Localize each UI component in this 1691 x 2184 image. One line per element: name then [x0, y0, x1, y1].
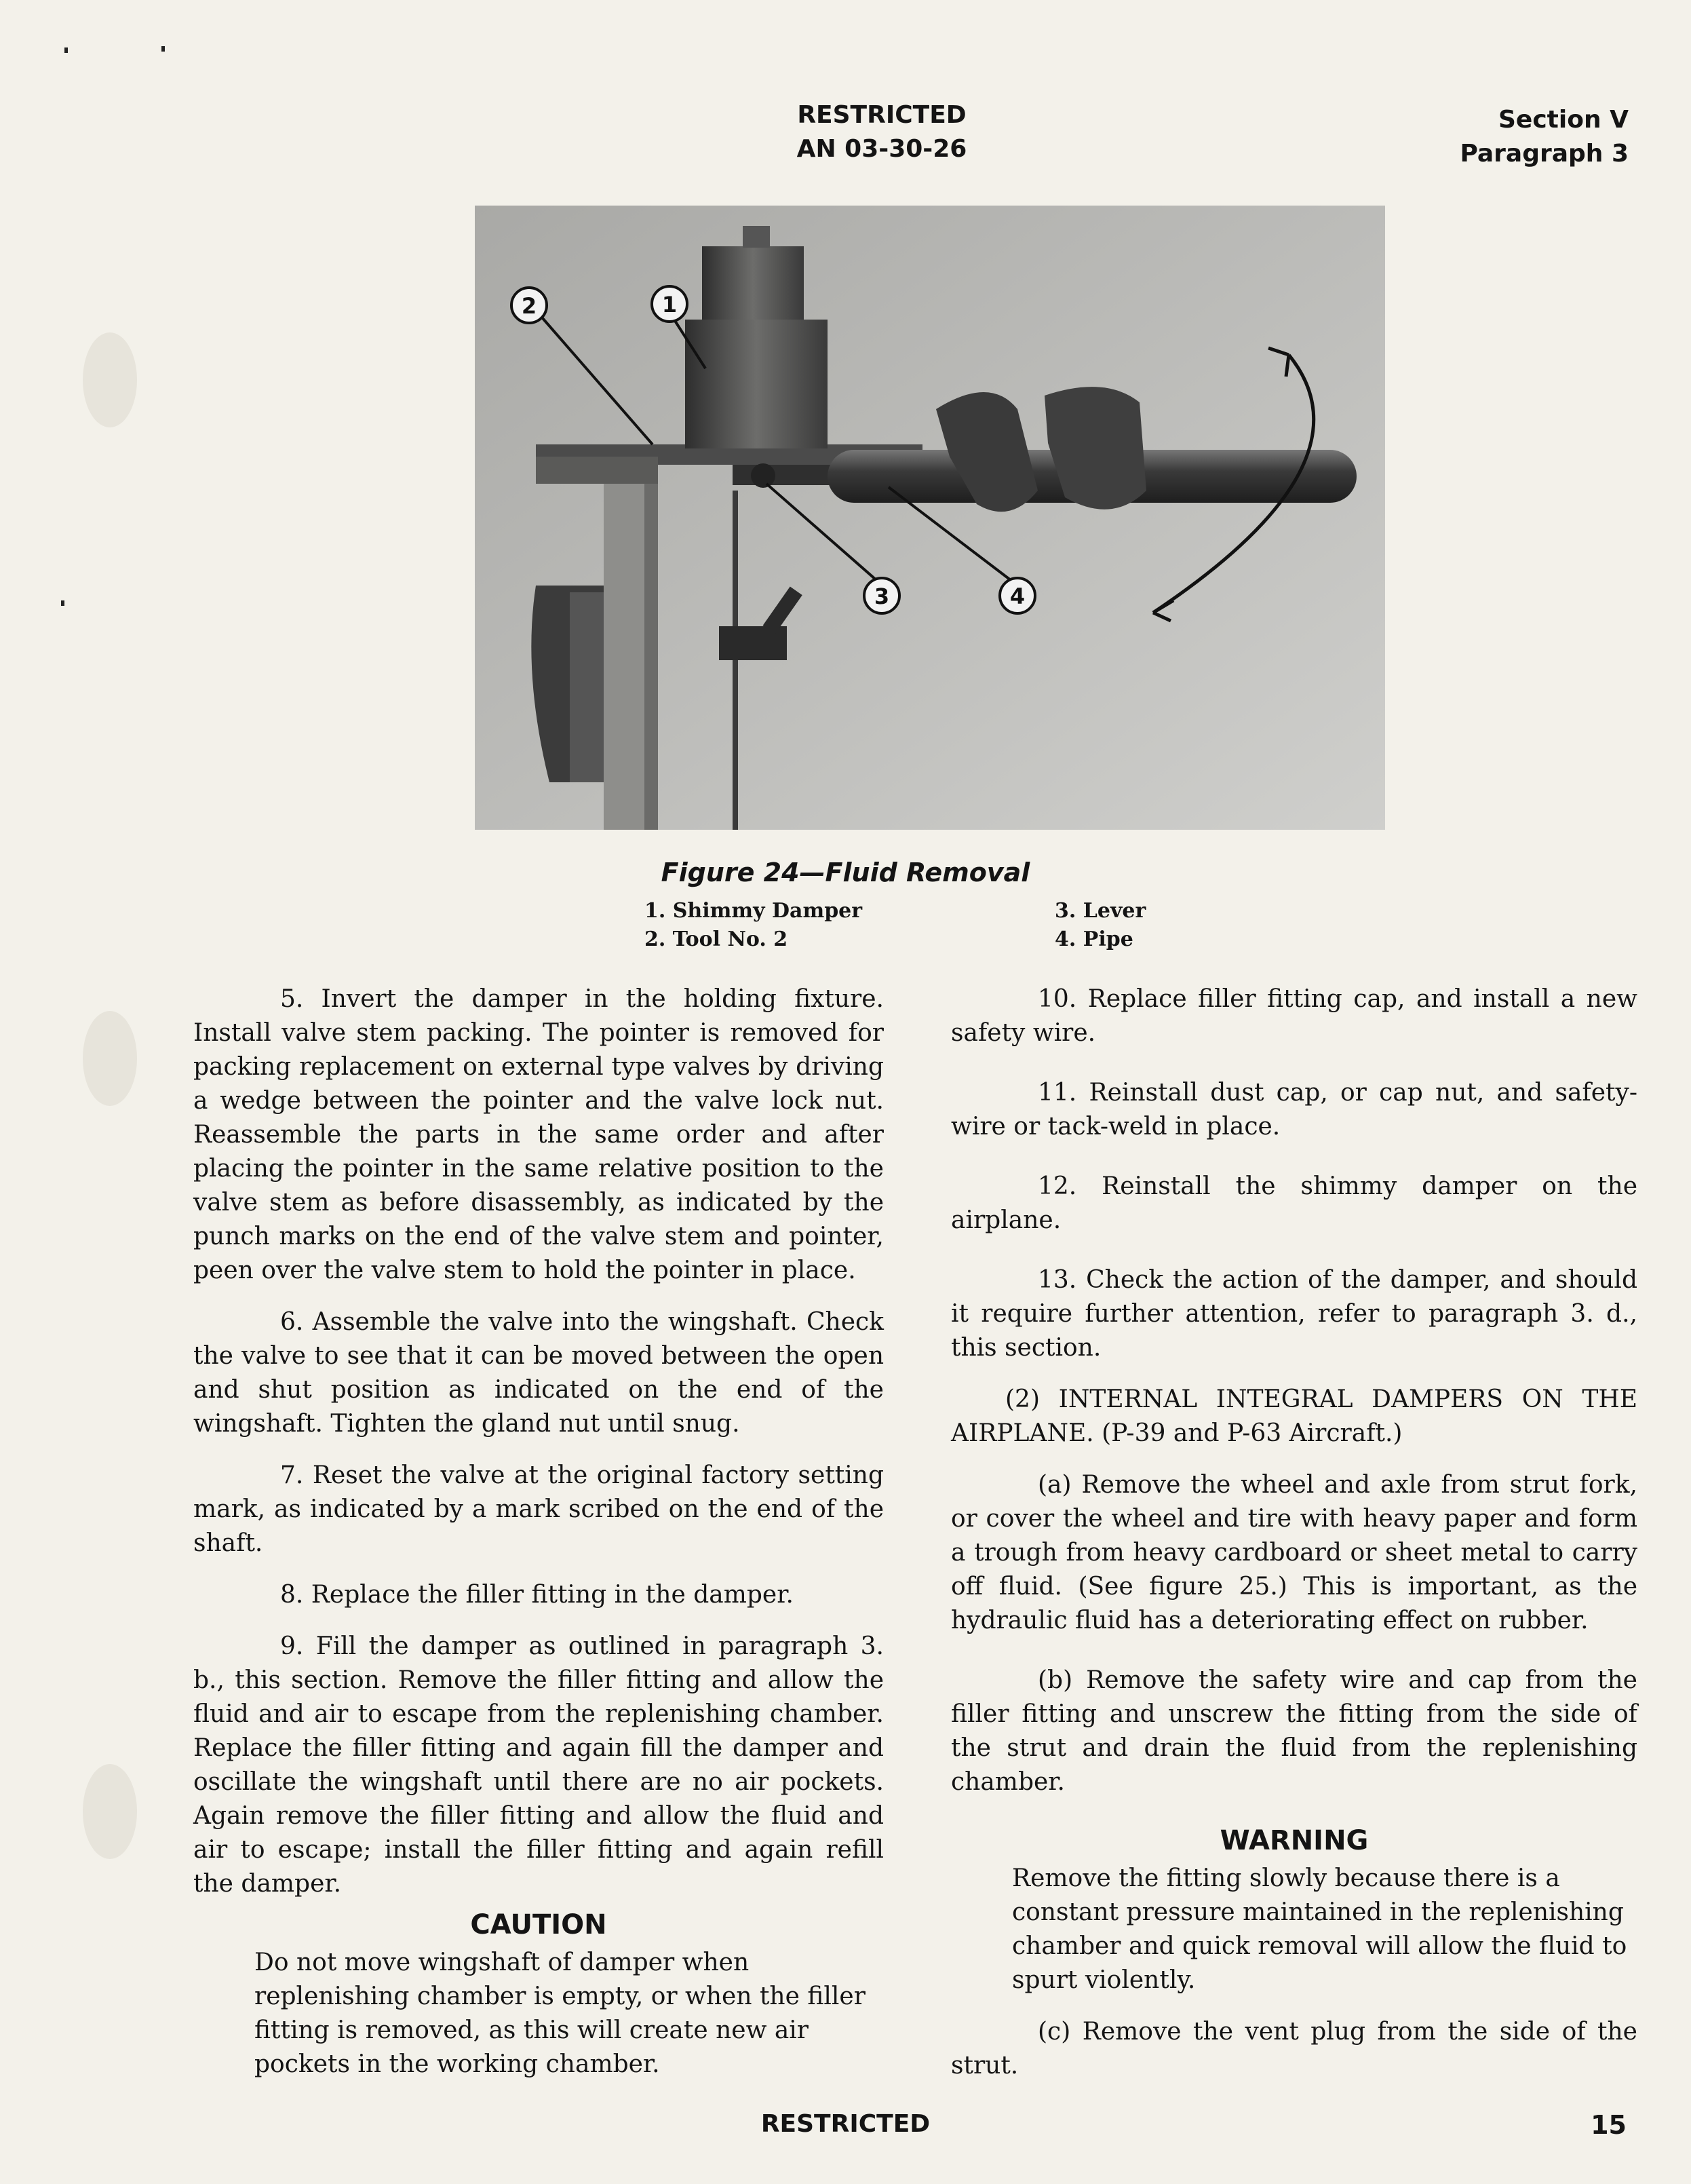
step-b: (b) Remove the safety wire and cap from the filler fitting and unscrew the fitting from the side of the strut and drain the fluid from the replenishing chamber. — [951, 1666, 1637, 1796]
page-number: 15 — [1591, 2110, 1627, 2140]
callout-3 — [864, 578, 899, 613]
step-c: (c) Remove the vent plug from the side of the strut. — [951, 2018, 1637, 2080]
step-7: 7. Reset the valve at the original factory setting mark, as indicated by a mark scribed on the end of the shaft. — [193, 1461, 884, 1557]
footer-classification: RESTRICTED — [760, 2110, 931, 2138]
punch-hole — [83, 332, 137, 427]
figure-legend-left — [644, 897, 862, 954]
step-10: 10. Replace filler fitting cap, and install a new safety wire. — [951, 985, 1637, 1047]
legend-item: 4. Pipe — [1055, 927, 1133, 951]
header-doc-number: AN 03-30-26 — [796, 135, 967, 163]
callout-2 — [511, 288, 547, 323]
page-header — [746, 98, 1017, 166]
callout-4-label: 4 — [1009, 583, 1026, 609]
header-classification: RESTRICTED — [797, 101, 967, 129]
warning-heading: WARNING — [1220, 1825, 1369, 1856]
step-9: 9. Fill the damper as outlined in paragraph 3. b., this section. Remove the filler fitting and allow the fluid and air to escape from the replenishing chamber. Replace the filler fitting and again fill the damper and oscillate the wingshaft until there are no air pockets. Again remove the filler fitting and allow the fluid and air to escape; install the filler fitting and again refill the damper. — [193, 1632, 884, 1898]
callout-2-label: 2 — [521, 293, 537, 319]
step-8: 8. Replace the filler fitting in the damper. — [280, 1581, 794, 1609]
callout-1 — [652, 286, 687, 322]
header-section: Section V — [1498, 106, 1629, 134]
header-paragraph: Paragraph 3 — [1460, 140, 1629, 168]
warning-text: Remove the fitting slowly because there is a constant pressure maintained in the replenishing chamber and quick removal will allow the fluid to spurt violently. — [1012, 1864, 1627, 1994]
legend-item: 2. Tool No. 2 — [644, 927, 788, 951]
figure-legend-right — [1055, 897, 1146, 954]
step-5: 5. Invert the damper in the holding fixture. Install valve stem packing. The pointer is removed for packing replacement on external type valves by driving a wedge between the pointer and the valve lock nut. Reassemble the parts in the same order and after placing the pointer in the same relative position to the valve stem as before disassembly, as indicated by the punch marks on the end of the valve stem and pointer, peen over the valve stem to hold the pointer in place. — [193, 985, 884, 1284]
fluid-removal-illustration — [475, 206, 1385, 830]
scan-mark — [161, 46, 165, 52]
callout-1-label: 1 — [661, 292, 678, 318]
legend-item: 1. Shimmy Damper — [644, 899, 863, 923]
subsection-2-heading: (2) INTERNAL INTEGRAL DAMPERS ON THE AIRPLANE. (P-39 and P-63 Aircraft.) — [951, 1385, 1637, 1447]
step-12: 12. Reinstall the shimmy damper on the airplane. — [951, 1172, 1637, 1234]
punch-hole — [83, 1764, 137, 1859]
scan-mark — [61, 600, 64, 606]
legend-item: 3. Lever — [1055, 899, 1146, 923]
punch-hole — [83, 1011, 137, 1106]
right-column — [951, 982, 1637, 2083]
step-6: 6. Assemble the valve into the wingshaft. Check the valve to see that it can be moved between the open and shut position as indicated on the end of the wingshaft. Tighten the gland nut until snug. — [193, 1308, 884, 1438]
section-header — [1460, 103, 1629, 171]
step-13: 13. Check the action of the damper, and should it require further attention, refer to paragraph 3. d., this section. — [951, 1266, 1637, 1362]
left-column — [193, 982, 884, 2082]
step-11: 11. Reinstall dust cap, or cap nut, and safety-wire or tack-weld in place. — [951, 1079, 1637, 1141]
caution-text: Do not move wingshaft of damper when replenishing chamber is empty, or when the filler fitting is removed, as this will create new air pockets in the working chamber. — [254, 1949, 866, 2078]
caution-heading: CAUTION — [470, 1909, 607, 1940]
callout-3-label: 3 — [874, 583, 890, 609]
step-a: (a) Remove the wheel and axle from strut fork, or cover the wheel and tire with heavy paper and form a trough from heavy cardboard or sheet metal to carry off fluid. (See figure 25.) This is important, as the hydraulic fluid has a deteriorating effect on rubber. — [951, 1471, 1637, 1634]
scan-mark — [64, 47, 68, 53]
figure-title: Figure 24—Fluid Removal — [661, 858, 1030, 887]
figure-photo — [475, 206, 1385, 830]
callout-4 — [1000, 578, 1035, 613]
